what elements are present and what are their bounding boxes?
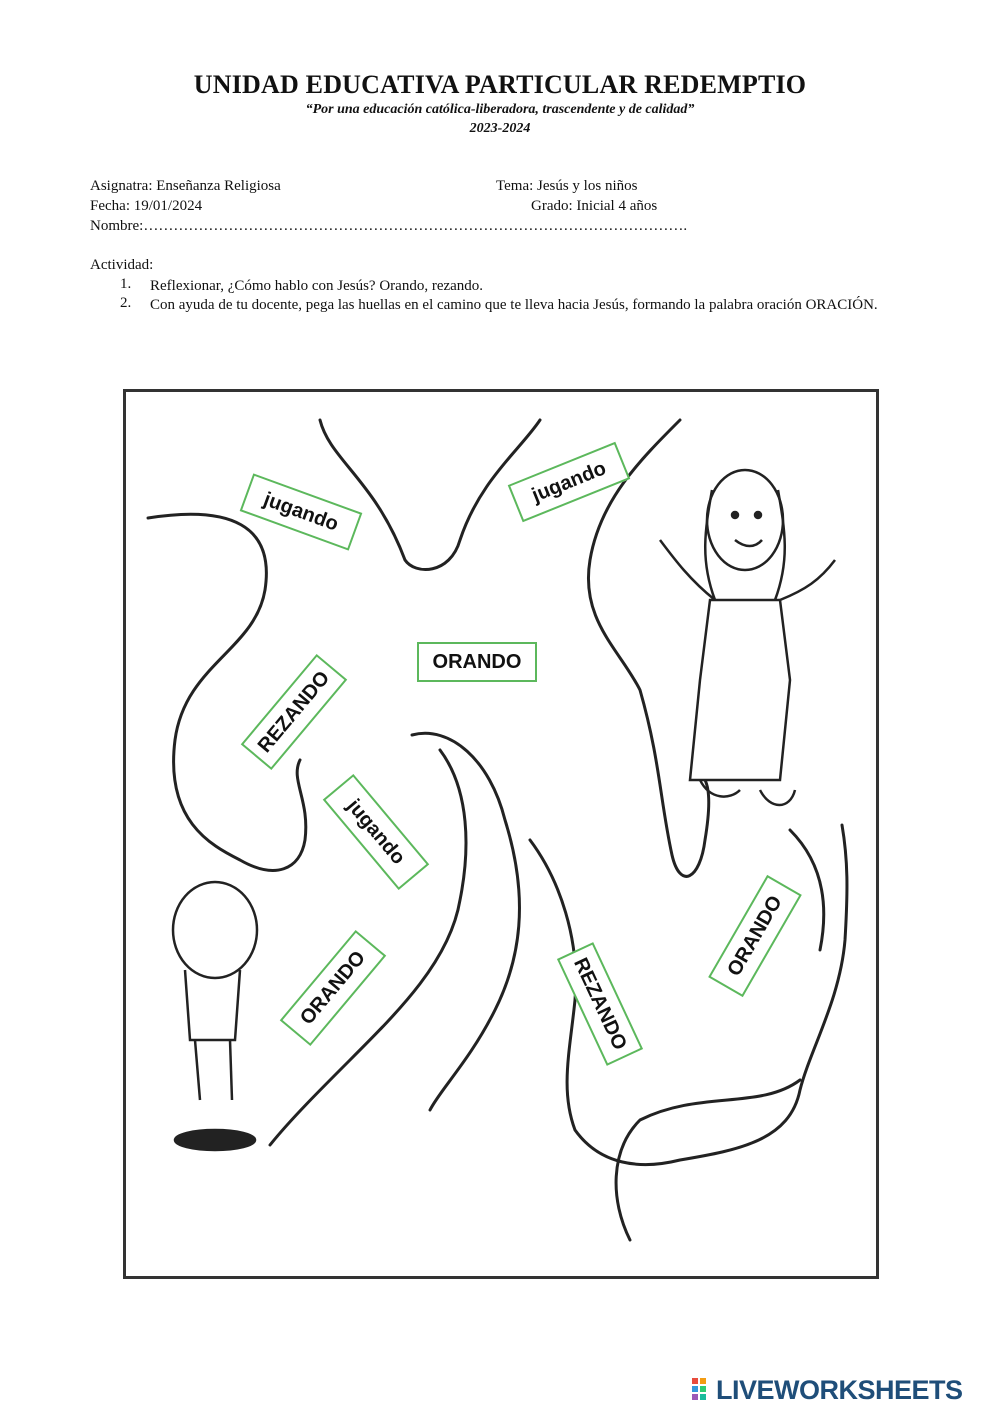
jesus-figure bbox=[660, 470, 835, 805]
item-number: 1. bbox=[120, 276, 132, 292]
item-text: Con ayuda de tu docente, pega las huellas en el camino que te lleva hacia Jesús, formando la palabra oración ORACIÓN. bbox=[150, 297, 878, 313]
liveworksheets-brand: LIVEWORKSHEETS bbox=[716, 1374, 963, 1405]
liveworksheets-icon bbox=[692, 1376, 714, 1404]
subject-label: Asignatra: Enseñanza Religiosa bbox=[90, 178, 281, 194]
name-field[interactable]: Nombre:………………………………………………………………………………………………. bbox=[90, 218, 688, 234]
child-figure bbox=[173, 882, 257, 1150]
tag-jugando-1[interactable]: jugando bbox=[240, 473, 363, 550]
school-year: 2023-2024 bbox=[469, 121, 531, 136]
tag-jugando-2[interactable]: jugando bbox=[508, 442, 631, 523]
tag-rezando-1[interactable]: REZANDO bbox=[241, 654, 347, 770]
tag-orando-3[interactable]: ORANDO bbox=[708, 875, 802, 997]
item-text: Reflexionar, ¿Cómo hablo con Jesús? Orando, rezando. bbox=[150, 278, 484, 294]
topic-label: Tema: Jesús y los niños bbox=[496, 178, 638, 194]
tag-jugando-3[interactable]: jugando bbox=[323, 774, 429, 890]
item-number: 2. bbox=[120, 295, 132, 311]
grade-label: Grado: Inicial 4 años bbox=[531, 198, 658, 214]
school-title: UNIDAD EDUCATIVA PARTICULAR REDEMPTIO bbox=[193, 70, 807, 99]
activity-label: Actividad: bbox=[90, 257, 154, 273]
school-motto: “Por una educación católica-liberadora, trascendente y de calidad” bbox=[305, 102, 695, 117]
date-label: Fecha: 19/01/2024 bbox=[90, 198, 203, 214]
tag-rezando-2[interactable]: REZANDO bbox=[557, 942, 643, 1066]
liveworksheets-logo bbox=[692, 1374, 963, 1406]
tag-orando-1[interactable]: ORANDO bbox=[417, 642, 537, 682]
tag-orando-2[interactable]: ORANDO bbox=[280, 930, 386, 1046]
